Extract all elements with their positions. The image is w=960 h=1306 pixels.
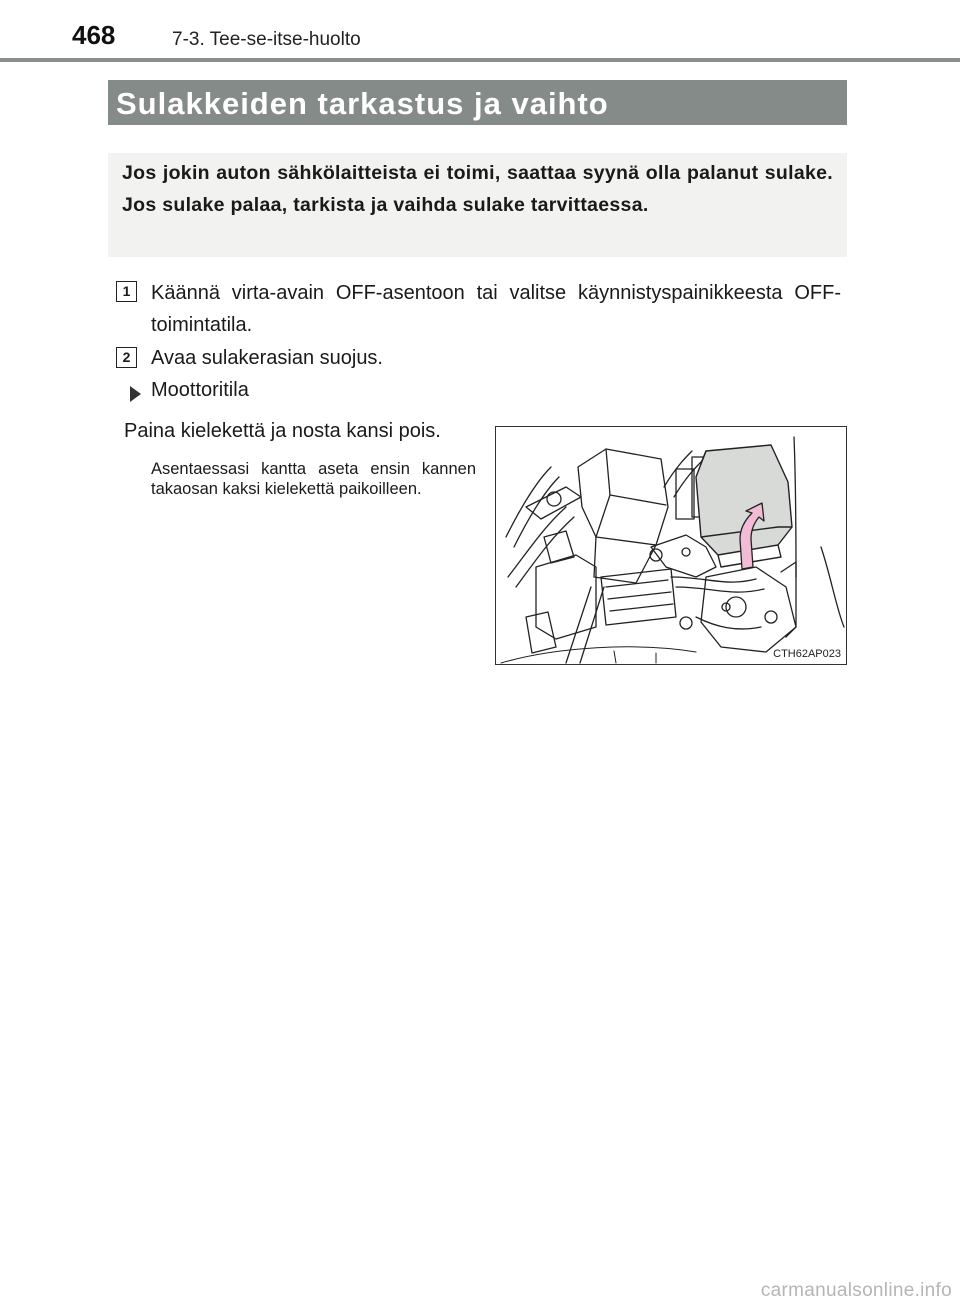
engine-bay-illustration [495,426,847,665]
step-text-1: Käännä virta-avain OFF-asentoon tai valitse käynnistyspainikkeesta OFF-toimintatila. [151,282,841,336]
figure-code: CTH62AP023 [773,648,841,660]
intro-box [108,153,847,257]
watermark: carmanualsonline.info [760,1280,952,1301]
step-badge-2: 2 [116,347,137,368]
step-text-2: Avaa sulakerasian suojus. [151,347,383,369]
section-title: Sulakkeiden tarkastus ja vaihto [116,86,609,121]
header-divider [0,58,960,62]
instruction-text: Paina kielekettä ja nosta kansi pois. [124,420,441,442]
triangle-bullet-icon [130,386,141,402]
subsection-heading: Moottoritila [151,379,249,401]
section-title-bar [108,80,847,125]
page-number: 468 [72,20,116,50]
installation-note: Asentaessasi kantta aseta ensin kannen takaosan kaksi kielekettä paikoilleen. [151,460,476,498]
engine-bay-drawing [496,427,846,664]
step-badge-1: 1 [116,281,137,302]
intro-text: Jos jokin auton sähkölaitteista ei toimi, saattaa syynä olla palanut sulake. Jos sulake palaa, tarkista ja vaihda sulake tarvittaessa. [122,162,833,216]
section-reference: 7-3. Tee-se-itse-huolto [172,29,361,50]
